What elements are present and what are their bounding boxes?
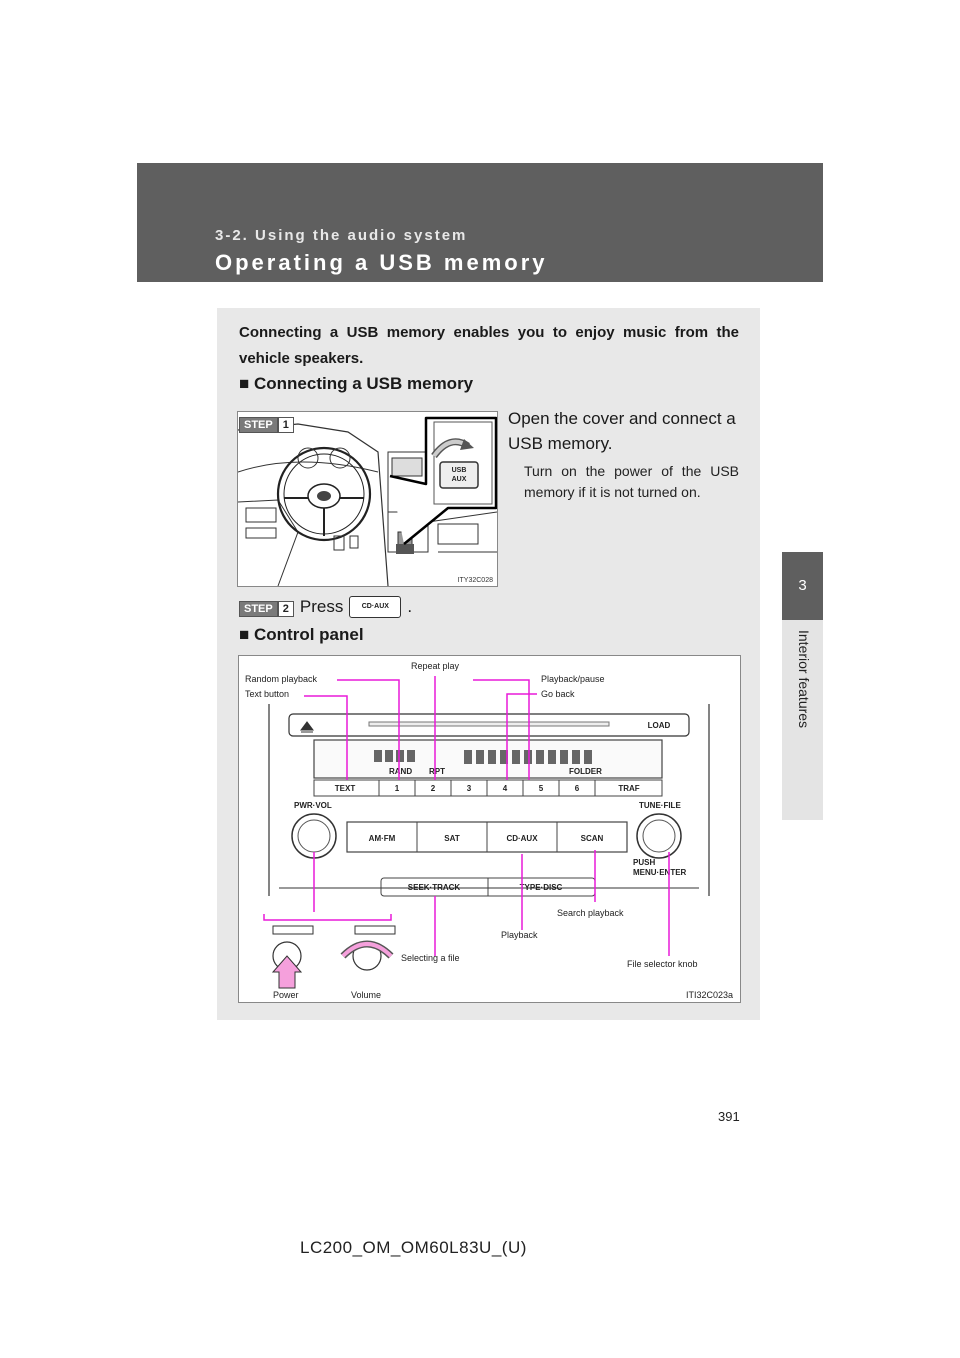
step2-badge: STEP 2 [239,597,294,617]
chapter-label-text: Interior features [796,630,812,729]
am-fm-button[interactable]: AM·FM [368,834,396,843]
menu-enter-label: MENU·ENTER [633,868,687,877]
tune-file-knob[interactable] [637,814,681,858]
preset-3-button[interactable]: 3 [466,784,472,793]
tune-file-label: TUNE·FILE [639,801,681,810]
preset-5-button[interactable]: 5 [538,784,544,793]
scan-button[interactable]: SCAN [580,834,604,843]
step1-badge [239,415,294,433]
step-badge-number: 1 [278,417,294,433]
text-button[interactable]: TEXT [334,784,356,793]
folder-indicator: FOLDER [569,767,602,776]
callout-playback-pause: Playback/pause [541,674,605,684]
pwr-vol-label: PWR·VOL [294,801,332,810]
preset-4-button[interactable]: 4 [502,784,508,793]
callout-go-back: Go back [541,689,575,699]
cd-aux-button-icon: CD·AUX [349,596,401,618]
connecting-heading: ■ Connecting a USB memory [239,374,474,393]
intro-text: Connecting a USB memory enables you to enjoy music from the vehicle speakers. [239,324,739,367]
callout-power: Power [273,990,299,1000]
rand-indicator: RAND [389,767,413,776]
control-panel-heading: ■ Control panel [239,625,364,644]
callout-text-button: Text button [245,689,290,699]
document-code: LC200_OM_OM60L83U_(U) [300,1238,527,1257]
step1-text: Open the cover and connect a USB memory. [508,409,736,453]
callout-repeat-play: Repeat play [411,661,460,671]
panel-drawing [239,656,740,1002]
preset-1-button[interactable]: 1 [394,784,400,793]
cd-aux-button[interactable]: CD·AUX [506,834,538,843]
callout-search-playback: Search playback [557,908,624,918]
step1-illustration [237,411,498,587]
control-panel-illustration [238,655,741,1003]
dashboard-drawing [238,412,497,586]
section-label: 3-2. Using the audio system [215,227,468,244]
type-disc-button[interactable]: TYPE·DISC [519,883,563,892]
step-badge-label: STEP [239,417,278,433]
push-label: PUSH [633,858,656,867]
callout-playback: Playback [501,930,538,940]
callout-volume: Volume [351,990,382,1000]
callout-selecting-file: Selecting a file [401,953,460,963]
load-button[interactable]: LOAD [647,721,671,730]
pwr-vol-knob[interactable] [292,814,336,858]
callout-random-playback: Random playback [245,674,318,684]
seek-track-button[interactable]: SEEK·TRACK [407,883,461,892]
rpt-indicator: RPT [429,767,445,776]
step2-row [239,596,412,618]
panel-image-code: ITI32C023a [685,990,733,1000]
step1-image-code: ITY32C028 [457,577,493,584]
step2-text: Press [299,597,344,616]
step1-note: Turn on the power of the USB memory if it is not turned on. [524,463,739,500]
usb-aux-label: USB [451,467,467,474]
preset-2-button[interactable]: 2 [430,784,436,793]
page-number: 391 [718,1109,740,1124]
page-title: Operating a USB memory [215,250,548,275]
chapter-label [796,630,812,820]
step2-end: . [407,597,413,616]
sat-button[interactable]: SAT [444,834,460,843]
preset-6-button[interactable]: 6 [574,784,580,793]
callout-file-selector-knob: File selector knob [627,959,698,969]
chapter-tab: 3 [782,552,823,620]
traf-button[interactable]: TRAF [618,784,640,793]
svg-text:AUX: AUX [451,476,467,483]
